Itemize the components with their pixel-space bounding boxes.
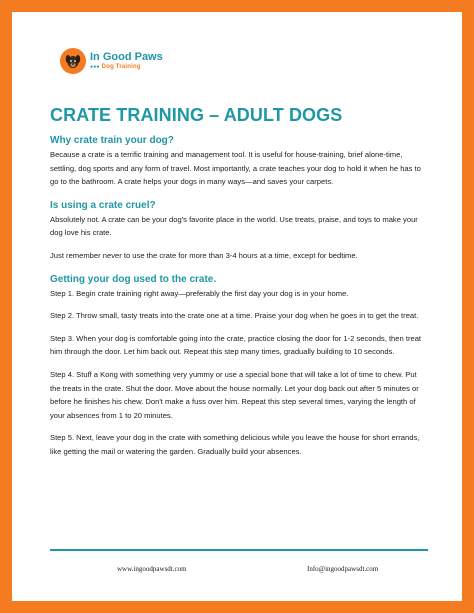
paw-icon: ●●● (90, 63, 100, 70)
section-heading-cruel: Is using a crate cruel? (50, 199, 156, 211)
page-title: CRATE TRAINING – ADULT DOGS (50, 105, 343, 125)
section-heading-getting-used: Getting your dog used to the crate. (50, 273, 217, 285)
logo-name: In Good Paws (90, 51, 163, 63)
paragraph-why: Because a crate is a terrific training and management tool. It is useful for house-training, brief alone-time, settling, dog sports and any form of travel. Most importantly, a crate teaches your dog to hold it when he has to go to the bathroom. A crate helps your dogs in many ways—and saves your carpets. (50, 150, 421, 187)
paragraph-cruel-1: Absolutely not. A crate can be your dog's favorite place in the world. Use treats, praise, and toys to make your dog love his crate. (50, 214, 418, 238)
section-heading-why: Why crate train your dog? (50, 135, 174, 146)
step-3: Step 3. When your dog is comfortable going into the crate, practice closing the door for 1-2 seconds, then treat him through the door. Let him back out. Repeat this step many times, gradually building to 10 seconds. (50, 333, 422, 357)
document-page (12, 12, 462, 601)
logo-subtitle: Dog Training (101, 64, 141, 70)
dog-head-icon (60, 48, 86, 74)
footer-website-link[interactable]: www.ingoodpawsdt.com (117, 565, 187, 573)
step-1: Step 1. Begin crate training right away—preferably the first day your dog is in your home. (50, 288, 349, 298)
footer-divider (50, 549, 428, 551)
paragraph-cruel-2: Just remember never to use the crate for more than 3-4 hours at a time, except for bedtime. (50, 250, 358, 260)
document-body (50, 133, 428, 459)
footer-email-link[interactable]: Info@ingoodpawsdt.com (307, 565, 379, 573)
step-4: Step 4. Stuff a Kong with something very yummy or use a special bone that will take a lot of time to chew. Put the treats in the crate. Shut the door. Move about the house normally. Let your dog back out after 5 minutes or before he finishes his chew. Don't make a fuss over him. Repeat this step several times, varying the length of your absences from 1 to 20 minutes. (50, 369, 419, 420)
step-2: Step 2. Throw small, tasty treats into the crate one at a time. Praise your dog when he goes in to get the treat. (50, 311, 419, 321)
step-5: Step 5. Next, leave your dog in the crate with something delicious while you leave the house for short errands, like getting the mail or watering the garden. Gradually build your absences. (50, 433, 420, 456)
brand-logo (60, 48, 163, 74)
